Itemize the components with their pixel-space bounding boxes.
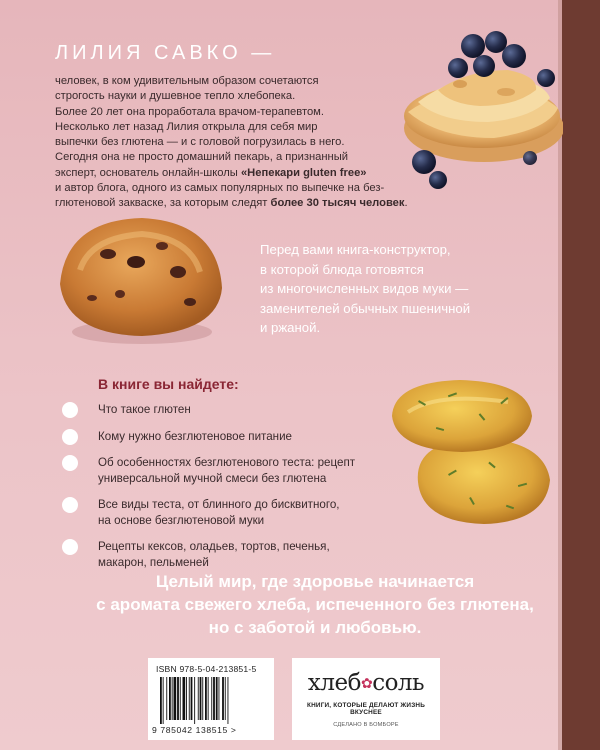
bullet-icon [62,455,78,471]
bio-line: Несколько лет назад Лилия открыла для себя мир [55,120,318,133]
features-list [62,402,402,581]
bio-text: эксперт, основатель онлайн-школы [55,166,241,179]
tagline-line: Целый мир, где здоровье начинается [155,572,475,591]
tagline [80,570,550,639]
bio-text: глютеновой закваске, за которым следят [55,197,271,210]
author-name: ЛИЛИЯ САВКО — [55,42,276,64]
bio-line: Более 20 лет она проработала врачом-терапевтом. [55,105,324,118]
publisher-slogan: КНИГИ, КОТОРЫЕ ДЕЛАЮТ ЖИЗНЬ ВКУСНЕЕ [306,702,426,716]
school-name: «Непекари gluten free» [240,166,367,179]
publisher-imprint: СДЕЛАНО В БОМБОРЕ [333,722,399,728]
publisher-logo: хлеб✿соль [307,670,425,696]
bio-line: строгость науки и душевное тепло хлебопека. [55,90,296,103]
intro-line: и ржаной. [260,320,321,335]
feature-item: Что такое глютен [62,402,402,418]
bio-text: . [404,197,408,210]
followers-count: более 30 тысяч человек [270,197,405,210]
features-title: В книге вы найдете: [98,376,239,392]
bio-line: выпечки без глютена — и с головой погрузилась в него. [55,136,345,149]
barcode-digits: 9 785042 138515 > [152,725,237,735]
bio-line: человек, в ком удивительным образом сочетаются [55,75,319,87]
isbn-label: ISBN 978-5-04-213851-5 [156,664,257,674]
publisher-panel [292,658,440,740]
bio-line [55,166,425,181]
bullet-icon [62,497,78,513]
book-intro [260,240,560,338]
barcode-panel [148,658,274,740]
bullet-icon [62,539,78,555]
feature-item: Рецепты кексов, оладьев, тортов, печенья, макарон, пельменей [62,539,402,570]
intro-line: в которой блюда готовятся [260,261,424,277]
feature-item: Все виды теста, от блинного до бисквитного, на основе безглютеновой муки [62,497,402,528]
barcode-icon [160,677,264,724]
feature-item: Кому нужно безглютеновое питание [62,429,402,445]
muffin-image [50,210,230,350]
bio-line: и автор блога, одного из самых популярных по выпечке на без- [55,182,385,195]
intro-line: заменителей обычных пшеничной [260,300,471,316]
tagline-line: с аромата свежего хлеба, испеченного без глютена, [96,595,534,614]
bullet-icon [62,402,78,418]
intro-line: Перед вами книга-конструктор, [260,242,451,257]
feature-item: Об особенностях безглютенового теста: рецепт универсальной мучной смеси без глютена [62,455,402,486]
flower-icon: ✿ [360,676,373,692]
bio-line [55,196,425,211]
fritters-image [388,372,568,537]
author-bio [55,74,425,212]
tagline-line: но с заботой и любовью. [208,618,422,637]
intro-line: из многочисленных видов муки — [260,281,469,296]
bullet-icon [62,429,78,445]
bio-line: Сегодня она не просто домашний пекарь, а признанный [55,151,349,164]
